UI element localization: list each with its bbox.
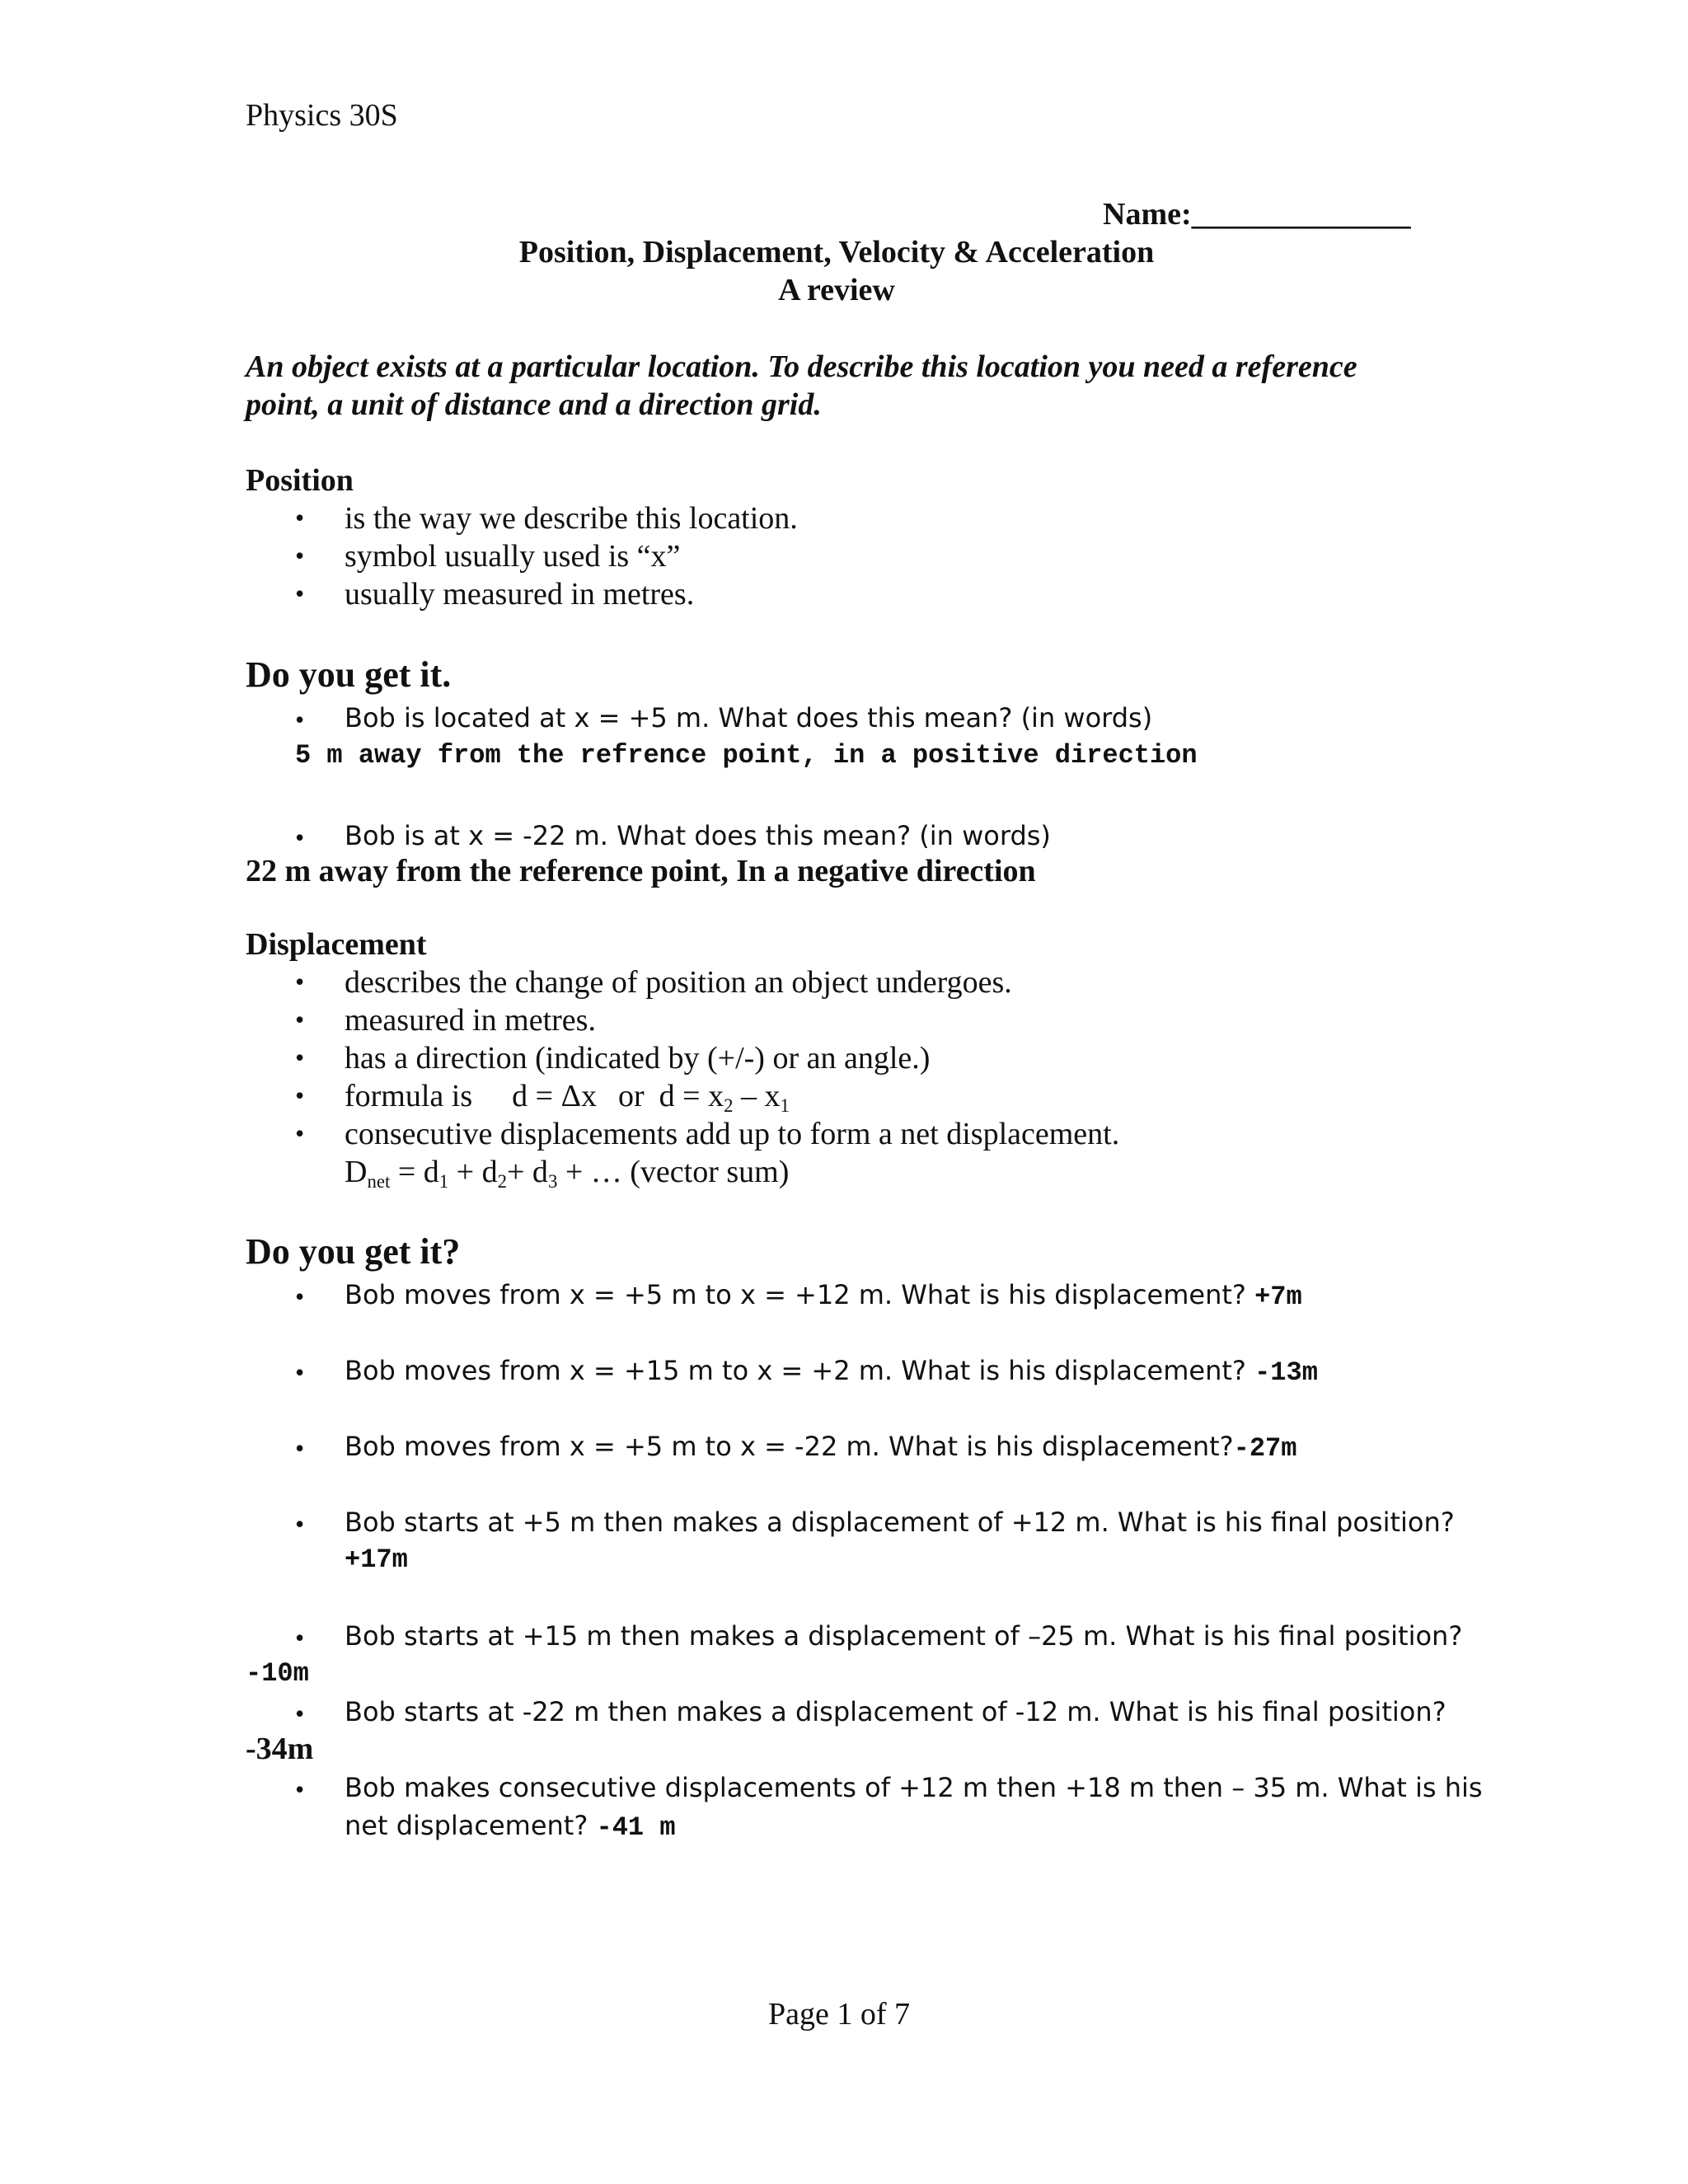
intro-line-2: point, a unit of distance and a direction grid. xyxy=(246,387,822,422)
intro-line-1: An object exists at a particular location. To describe this location you need a reference xyxy=(246,349,1357,384)
position-bullet-2: symbol usually used is “x” xyxy=(345,539,681,574)
bullet-icon: • xyxy=(295,579,305,608)
net-displacement-formula: $D_{net} = d_1 + d_2+ d_3$ + … (vector sum) xyxy=(345,1155,790,1192)
page-subtitle: A review xyxy=(778,273,895,307)
check1-answer-1: 5 m away from the refrence point, in a positive direction xyxy=(295,740,1198,771)
displacement-formula xyxy=(345,1078,790,1114)
page-number: Page 1 of 7 xyxy=(767,1997,911,2032)
position-heading: Position xyxy=(246,463,354,498)
bullet-icon: • xyxy=(295,1357,305,1387)
bullet-icon: • xyxy=(295,967,305,996)
bullet-icon: • xyxy=(295,1509,305,1539)
check1-question-2: Bob is at x = -22 m. What does this mean? (in words) xyxy=(345,820,1051,851)
bullet-icon: • xyxy=(295,1118,305,1148)
check2-question-7-line-1: Bob makes consecutive displacements of +12 m then +18 m then – 35 m. What is his xyxy=(345,1772,1483,1803)
bullet-icon: • xyxy=(295,1699,305,1728)
check2-answer-2: -13m xyxy=(1254,1357,1318,1388)
check2-answer-4: +17m xyxy=(345,1544,408,1575)
check2-answer-6: -34m xyxy=(246,1732,314,1766)
formula-or: or xyxy=(618,1079,645,1113)
check1-heading: Do you get it. xyxy=(246,654,452,695)
bullet-icon: • xyxy=(295,823,305,852)
check2-question-1: Bob moves from x = +5 m to x = +12 m. What is his displacement? +7m xyxy=(345,1279,1302,1312)
check1-answer-2: 22 m away from the reference point, In a negative direction xyxy=(246,854,1036,888)
bullet-icon: • xyxy=(295,503,305,532)
check2-answer-7: -41 m xyxy=(596,1812,676,1843)
name-label: Name: xyxy=(1103,197,1192,232)
bullet-icon: • xyxy=(295,1282,305,1311)
formula-difference: $d = x_2 - x_1$ xyxy=(659,1079,790,1116)
displacement-bullet-1: describes the change of position an object undergoes. xyxy=(345,965,1012,1000)
check2-heading: Do you get it? xyxy=(246,1231,461,1272)
position-bullet-3: usually measured in metres. xyxy=(345,577,695,612)
bullet-icon: • xyxy=(295,1433,305,1463)
check2-question-5: Bob starts at +15 m then makes a displacement of –25 m. What is his final position? xyxy=(345,1620,1463,1652)
displacement-heading: Displacement xyxy=(246,927,427,962)
bullet-icon: • xyxy=(295,1774,305,1804)
name-blank: ______________ xyxy=(1191,197,1411,232)
check2-answer-1: +7m xyxy=(1254,1282,1302,1312)
bullet-icon: • xyxy=(295,541,305,570)
bullet-icon: • xyxy=(295,1623,305,1652)
check2-question-7-line-2: net displacement? -41 m xyxy=(345,1810,676,1843)
check2-answer-3: -27m xyxy=(1233,1433,1297,1464)
displacement-bullet-3: has a direction (indicated by (+/-) or an angle.) xyxy=(345,1041,931,1076)
check2-question-2: Bob moves from x = +15 m to x = +2 m. What is his displacement? -13m xyxy=(345,1355,1318,1388)
check2-question-3: Bob moves from x = +5 m to x = -22 m. What is his displacement?-27m xyxy=(345,1431,1297,1464)
formula-label: formula is xyxy=(345,1079,473,1113)
name-field xyxy=(1103,196,1411,232)
position-bullet-1: is the way we describe this location. xyxy=(345,501,798,536)
bullet-icon: • xyxy=(295,1080,305,1110)
page-title: Position, Displacement, Velocity & Acceleration xyxy=(518,235,1155,269)
course-label: Physics 30S xyxy=(246,98,398,133)
formula-delta: d = Δx xyxy=(512,1079,598,1113)
check2-question-6: Bob starts at -22 m then makes a displacement of -12 m. What is his final position? xyxy=(345,1696,1447,1727)
displacement-bullet-2: measured in metres. xyxy=(345,1003,596,1038)
check1-question-1: Bob is located at x = +5 m. What does this mean? (in words) xyxy=(345,702,1153,733)
bullet-icon: • xyxy=(295,1005,305,1034)
check2-question-4: Bob starts at +5 m then makes a displacement of +12 m. What is his final position? xyxy=(345,1507,1455,1538)
displacement-bullet-5: consecutive displacements add up to form a net displacement. xyxy=(345,1117,1120,1151)
bullet-icon: • xyxy=(295,1043,305,1072)
bullet-icon: • xyxy=(295,705,305,734)
check2-answer-5: -10m xyxy=(246,1658,309,1689)
